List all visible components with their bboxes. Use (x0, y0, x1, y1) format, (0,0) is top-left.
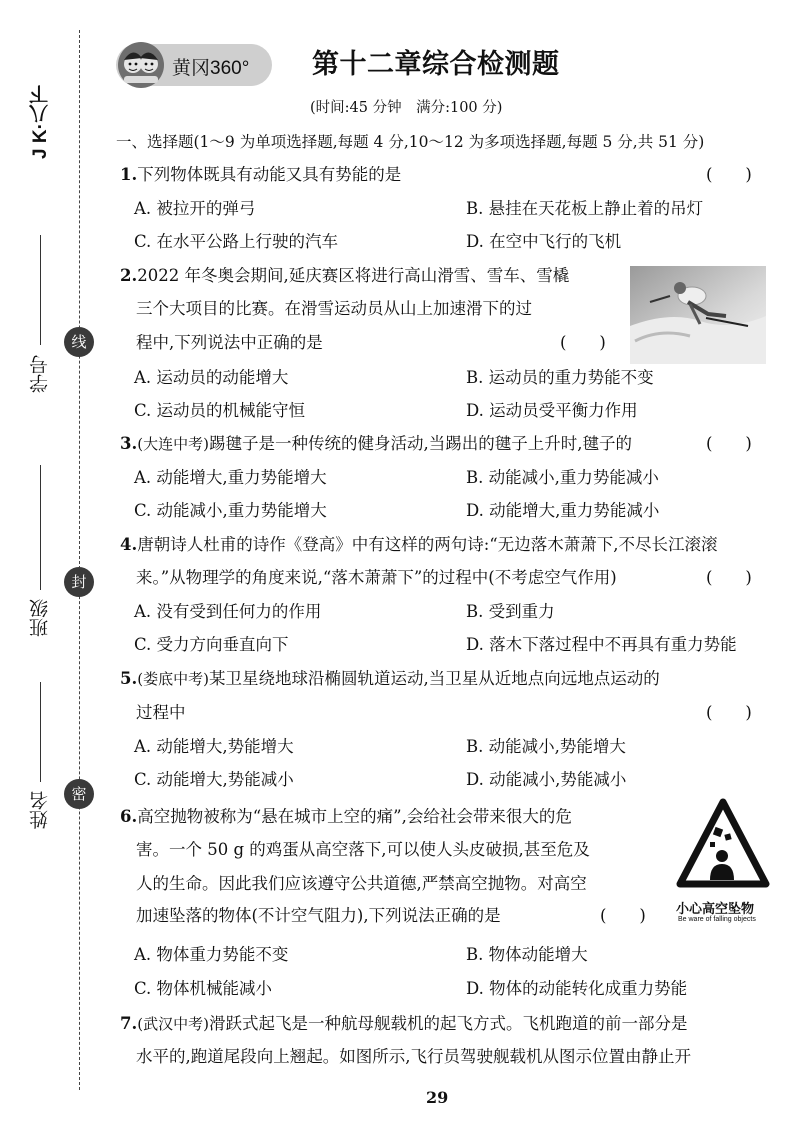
option-d[interactable]: D. 动能增大,重力势能减小 (466, 501, 660, 520)
question-number: 5. (120, 669, 138, 688)
option-b[interactable]: B. 运动员的重力势能不变 (466, 368, 654, 387)
option-b[interactable]: B. 悬挂在天花板上静止着的吊灯 (466, 199, 704, 218)
question-source: (武汉中考) (137, 1015, 209, 1033)
class-line (40, 465, 41, 590)
question-4-line-1 (120, 534, 717, 556)
option-d[interactable]: D. 在空中飞行的飞机 (466, 232, 622, 251)
time-info: (时间:45 分钟 满分:100 分) (310, 100, 503, 116)
student-id-label: 学号 (30, 355, 51, 393)
option-a[interactable]: A. 物体重力势能不变 (134, 945, 289, 964)
question-7-line-1 (120, 1013, 687, 1035)
option-b[interactable]: B. 动能减小,重力势能减小 (466, 468, 659, 487)
question-6-line-3: 人的生命。因此我们应该遵守公共道德,严禁高空抛物。对高空 (136, 874, 587, 893)
question-number: 2. (120, 266, 138, 285)
option-c[interactable]: C. 在水平公路上行驶的汽车 (134, 232, 339, 251)
name-line (40, 682, 41, 782)
seal-line-mark: 线 (64, 327, 94, 357)
option-b[interactable]: B. 动能减小,势能增大 (466, 737, 626, 756)
option-a[interactable]: A. 运动员的动能增大 (134, 368, 289, 387)
option-d[interactable]: D. 物体的动能转化成重力势能 (466, 979, 688, 998)
question-7-line-2: 水平的,跑道尾段向上翘起。如图所示,飞行员驾驶舰载机从图示位置由静止开 (136, 1047, 691, 1066)
question-number: 6. (120, 807, 138, 826)
question-source: (娄底中考) (137, 670, 209, 688)
option-a[interactable]: A. 被拉开的弹弓 (134, 199, 256, 218)
answer-blank[interactable]: ( ) (706, 568, 752, 587)
question-number: 1. (120, 165, 138, 184)
section-heading: 一、选择题(1～9 为单项选择题,每题 4 分,10～12 为多项选择题,每题 5 分,共 51 分) (116, 133, 705, 151)
question-2-line-3: 程中,下列说法中正确的是 (136, 333, 323, 352)
answer-blank[interactable]: ( ) (600, 906, 646, 925)
question-number: 4. (120, 535, 138, 554)
answer-blank[interactable]: ( ) (706, 434, 752, 453)
option-a[interactable]: A. 动能增大,势能增大 (134, 737, 294, 756)
question-5-line-1 (120, 668, 660, 690)
question-3-line-1 (120, 433, 632, 455)
answer-blank[interactable]: ( ) (706, 703, 752, 722)
option-c[interactable]: C. 受力方向垂直向下 (134, 635, 289, 654)
question-text: 踢毽子是一种传统的健身活动,当踢出的毽子上升时,毽子的 (208, 434, 632, 453)
skier-photo (630, 266, 766, 364)
question-number: 7. (120, 1014, 138, 1033)
option-c[interactable]: C. 动能增大,势能减小 (134, 770, 294, 789)
seal-seal-mark: 封 (64, 567, 94, 597)
question-text: 某卫星绕地球沿椭圆轨道运动,当卫星从近地点向远地点运动的 (208, 669, 660, 688)
option-b[interactable]: B. 物体动能增大 (466, 945, 588, 964)
option-d[interactable]: D. 落木下落过程中不再具有重力势能 (466, 635, 737, 654)
question-text: 唐朝诗人杜甫的诗作《登高》中有这样的两句诗:“无边落木萧萧下,不尽长江滚滚 (137, 535, 718, 554)
question-6-line-2: 害。一个 50 g 的鸡蛋从高空落下,可以使人头皮破损,甚至危及 (136, 840, 590, 859)
question-1-line-1 (120, 164, 401, 186)
option-d[interactable]: D. 运动员受平衡力作用 (466, 401, 638, 420)
question-number: 3. (120, 434, 138, 453)
option-c[interactable]: C. 动能减小,重力势能增大 (134, 501, 327, 520)
warning-sign-caption-en: Be ware of falling objects (678, 916, 756, 923)
falling-objects-warning-sign-icon (676, 798, 770, 894)
page-number: 29 (426, 1088, 449, 1107)
option-b[interactable]: B. 受到重力 (466, 602, 555, 621)
question-text: 滑跃式起飞是一种航母舰载机的起飞方式。飞机跑道的前一部分是 (208, 1014, 688, 1033)
grade-label: J K·八下 (30, 85, 51, 159)
option-c[interactable]: C. 运动员的机械能守恒 (134, 401, 306, 420)
question-source: (大连中考) (137, 435, 209, 453)
option-c[interactable]: C. 物体机械能减小 (134, 979, 273, 998)
class-label: 班级 (30, 599, 51, 637)
brand-name: 黄冈360° (172, 58, 250, 79)
question-2-line-2: 三个大项目的比赛。在滑雪运动员从山上加速滑下的过 (136, 299, 532, 318)
question-6-line-4: 加速坠落的物体(不计空气阻力),下列说法正确的是 (136, 906, 501, 925)
question-2-line-1 (120, 265, 569, 287)
question-5-line-2: 过程中 (136, 703, 186, 722)
kids-mascot-logo (114, 40, 168, 90)
question-text: 高空抛物被称为“悬在城市上空的痛”,会给社会带来很大的危 (137, 807, 572, 826)
warning-sign-caption: 小心高空坠物 (676, 901, 755, 916)
answer-blank[interactable]: ( ) (560, 333, 606, 352)
answer-blank[interactable]: ( ) (706, 165, 752, 184)
option-a[interactable]: A. 动能增大,重力势能增大 (134, 468, 327, 487)
student-id-line (40, 235, 41, 345)
option-d[interactable]: D. 动能减小,势能减小 (466, 770, 627, 789)
name-label: 姓名 (30, 791, 51, 829)
brand-badge (116, 44, 272, 86)
question-text: 下列物体既具有动能又具有势能的是 (137, 165, 402, 184)
option-a[interactable]: A. 没有受到任何力的作用 (134, 602, 322, 621)
seal-secret-mark: 密 (64, 779, 94, 809)
question-6-line-1 (120, 806, 572, 828)
question-4-line-2: 来。”从物理学的角度来说,“落木萧萧下”的过程中(不考虑空气作用) (136, 568, 617, 587)
binding-dash-line (79, 30, 80, 1090)
question-text: 2022 年冬奥会期间,延庆赛区将进行高山滑雪、雪车、雪橇 (137, 266, 570, 285)
page-title: 第十二章综合检测题 (312, 49, 560, 80)
